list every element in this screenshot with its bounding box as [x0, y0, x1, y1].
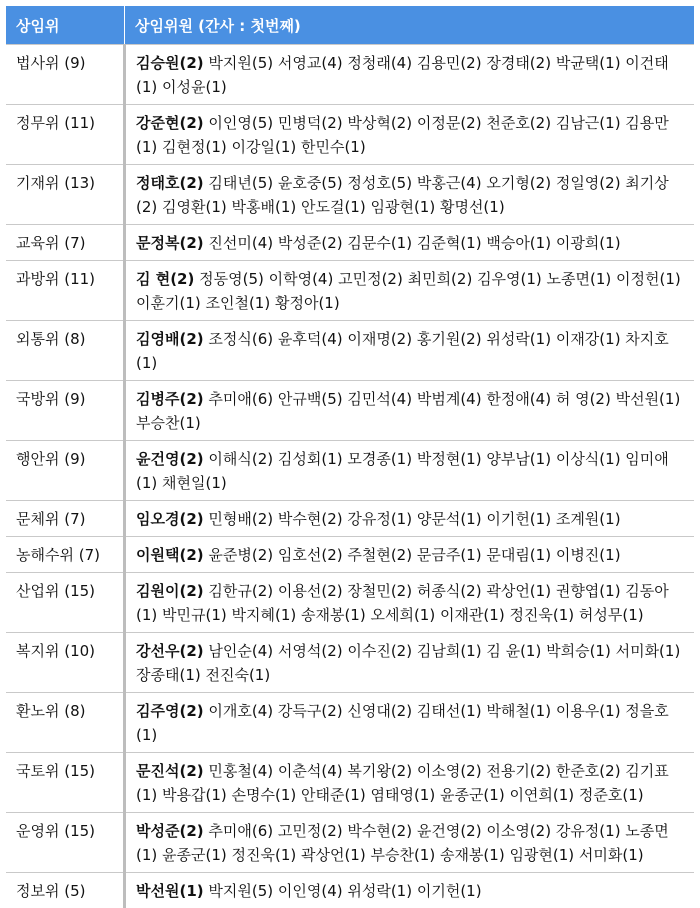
members-cell [125, 225, 695, 261]
member-list: 이개호(4) 강득구(2) 신영대(2) 김태선(1) 박해철(1) 이용우(1) 정을호(1) [136, 702, 669, 744]
lead-member: 이원택(2) [136, 546, 204, 564]
member-list: 민형배(2) 박수현(2) 강유정(1) 양문석(1) 이기헌(1) 조계원(1) [204, 510, 621, 528]
committee-name: 복지위 (10) [6, 633, 125, 693]
members-cell [125, 441, 695, 501]
table-row [6, 321, 694, 381]
committee-name: 기재위 (13) [6, 165, 125, 225]
member-list: 김태년(5) 윤호중(5) 정성호(5) 박홍근(4) 오기형(2) 정일영(2) 최기상(2) 김영환(1) 박홍배(1) 안도걸(1) 임광현(1) 황명선(1) [136, 174, 669, 216]
committee-name: 행안위 (9) [6, 441, 125, 501]
lead-member: 강준현(2) [136, 114, 204, 132]
member-list: 김한규(2) 이용선(2) 장철민(2) 허종식(2) 곽상언(1) 권향엽(1) 김동아(1) 박민규(1) 박지혜(1) 송재봉(1) 오세희(1) 이재관(1) 정진욱(1) 허성무(1) [136, 582, 669, 624]
table-row [6, 501, 694, 537]
committee-name: 농해수위 (7) [6, 537, 125, 573]
table-row [6, 813, 694, 873]
members-cell [125, 501, 695, 537]
member-list: 이인영(5) 민병덕(2) 박상혁(2) 이정문(2) 천준호(2) 김남근(1) 김용만(1) 김현정(1) 이강일(1) 한민수(1) [136, 114, 669, 156]
member-list: 민홍철(4) 이춘석(4) 복기왕(2) 이소영(2) 전용기(2) 한준호(2) 김기표(1) 박용갑(1) 손명수(1) 안태준(1) 염태영(1) 윤종군(1) 이연희(1) 정준호(1) [136, 762, 669, 804]
members-cell [125, 261, 695, 321]
table-row [6, 105, 694, 165]
committee-name: 정무위 (11) [6, 105, 125, 165]
members-cell [125, 321, 695, 381]
table-body [6, 45, 694, 908]
members-cell [125, 813, 695, 873]
committee-name: 법사위 (9) [6, 45, 125, 105]
header-row [6, 6, 694, 45]
member-list: 정동영(5) 이학영(4) 고민정(2) 최민희(2) 김우영(1) 노종면(1) 이정헌(1) 이훈기(1) 조인철(1) 황정아(1) [136, 270, 681, 312]
members-cell [125, 105, 695, 165]
lead-member: 윤건영(2) [136, 450, 204, 468]
member-list: 박지원(5) 이인영(4) 위성락(1) 이기헌(1) [204, 882, 482, 900]
table-row [6, 753, 694, 813]
members-cell [125, 753, 695, 813]
members-cell [125, 633, 695, 693]
member-list: 조정식(6) 윤후덕(4) 이재명(2) 홍기원(2) 위성락(1) 이재강(1) 차지호(1) [136, 330, 669, 372]
lead-member: 김원이(2) [136, 582, 204, 600]
members-cell [125, 873, 695, 908]
table-row [6, 261, 694, 321]
committee-name: 국방위 (9) [6, 381, 125, 441]
table-row [6, 573, 694, 633]
lead-member: 박선원(1) [136, 882, 204, 900]
member-list: 진선미(4) 박성준(2) 김문수(1) 김준혁(1) 백승아(1) 이광희(1) [204, 234, 621, 252]
header-committee: 상임위 [6, 6, 125, 45]
lead-member: 강선우(2) [136, 642, 204, 660]
table-row [6, 165, 694, 225]
table-row [6, 441, 694, 501]
member-list: 추미애(6) 안규백(5) 김민석(4) 박범계(4) 한정애(4) 허 영(2) 박선원(1) 부승찬(1) [136, 390, 680, 432]
committee-name: 정보위 (5) [6, 873, 125, 908]
committee-name: 문체위 (7) [6, 501, 125, 537]
members-cell [125, 573, 695, 633]
members-cell [125, 693, 695, 753]
member-list: 남인순(4) 서영석(2) 이수진(2) 김남희(1) 김 윤(1) 박희승(1) 서미화(1) 장종태(1) 전진숙(1) [136, 642, 680, 684]
committee-name: 교육위 (7) [6, 225, 125, 261]
table-row [6, 633, 694, 693]
lead-member: 정태호(2) [136, 174, 204, 192]
lead-member: 임오경(2) [136, 510, 204, 528]
lead-member: 김영배(2) [136, 330, 204, 348]
members-cell [125, 537, 695, 573]
lead-member: 문정복(2) [136, 234, 204, 252]
lead-member: 김주영(2) [136, 702, 204, 720]
member-list: 추미애(6) 고민정(2) 박수현(2) 윤건영(2) 이소영(2) 강유정(1) 노종면(1) 윤종군(1) 정진욱(1) 곽상언(1) 부승찬(1) 송재봉(1) 임광현(1) 서미화(1) [136, 822, 669, 864]
table-row [6, 873, 694, 908]
member-list: 이해식(2) 김성회(1) 모경종(1) 박정현(1) 양부남(1) 이상식(1) 임미애(1) 채현일(1) [136, 450, 669, 492]
committee-name: 외통위 (8) [6, 321, 125, 381]
committee-name: 산업위 (15) [6, 573, 125, 633]
lead-member: 김병주(2) [136, 390, 204, 408]
table-header [6, 6, 694, 45]
table-row [6, 45, 694, 105]
member-list: 박지원(5) 서영교(4) 정청래(4) 김용민(2) 장경태(2) 박균택(1) 이건태(1) 이성윤(1) [136, 54, 669, 96]
table-row [6, 381, 694, 441]
lead-member: 김 현(2) [136, 270, 194, 288]
lead-member: 박성준(2) [136, 822, 204, 840]
members-cell [125, 165, 695, 225]
members-cell [125, 381, 695, 441]
lead-member: 김승원(2) [136, 54, 204, 72]
header-members: 상임위원 (간사 : 첫번째) [125, 6, 695, 45]
committee-name: 국토위 (15) [6, 753, 125, 813]
lead-member: 문진석(2) [136, 762, 204, 780]
table-row [6, 693, 694, 753]
committee-name: 과방위 (11) [6, 261, 125, 321]
member-list: 윤준병(2) 임호선(2) 주철현(2) 문금주(1) 문대림(1) 이병진(1) [204, 546, 621, 564]
committee-name: 환노위 (8) [6, 693, 125, 753]
table-row [6, 225, 694, 261]
committee-name: 운영위 (15) [6, 813, 125, 873]
members-cell [125, 45, 695, 105]
table-row [6, 537, 694, 573]
committee-table [6, 6, 694, 908]
